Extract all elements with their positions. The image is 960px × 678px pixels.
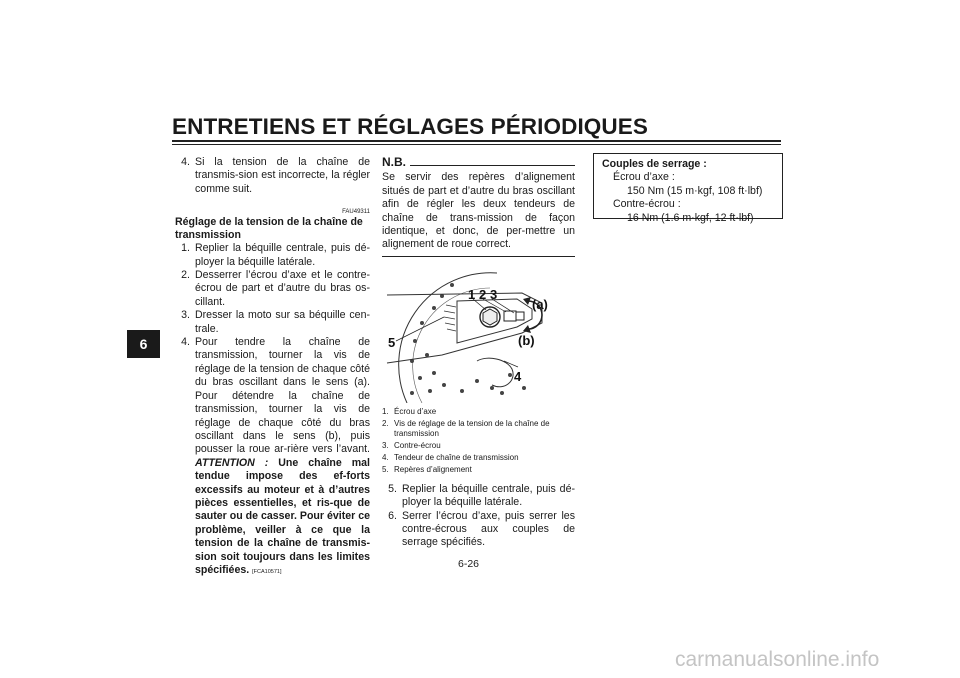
callout-number: 1. xyxy=(382,406,389,416)
callout-number: 2. xyxy=(382,418,389,428)
step-number: 3. xyxy=(181,309,190,322)
page-number: 6-26 xyxy=(458,558,480,570)
nb-label: N.B. xyxy=(382,155,406,169)
callout-text: Vis de réglage de la tension de la chaîne de transmission xyxy=(394,418,550,438)
nb-heading xyxy=(382,156,575,169)
torque-specs-box xyxy=(593,153,783,224)
callout-item xyxy=(382,465,575,475)
step-text-block xyxy=(195,336,370,579)
page-title: ENTRETIENS ET RÉGLAGES PÉRIODIQUES xyxy=(172,114,648,139)
illustration-svg xyxy=(382,263,575,403)
step-number: 6. xyxy=(388,509,397,522)
callout-text: Repères d’alignement xyxy=(394,464,472,474)
locknut-value: 16 Nm (1.6 m·kgf, 12 ft·lbf) xyxy=(627,211,754,224)
step-number: 2. xyxy=(181,269,190,282)
step-text: Dresser la moto sur sa béquille cen-trale. xyxy=(195,309,370,335)
step-number: 5. xyxy=(388,482,397,495)
label-a: (a) xyxy=(532,296,548,312)
locknut-label: Contre-écrou : xyxy=(613,198,681,211)
callout-number: 4. xyxy=(382,452,389,462)
axle-nut-value: 150 Nm (15 m·kgf, 108 ft·lbf) xyxy=(627,184,763,197)
swingarm-outline xyxy=(387,293,542,363)
step-3 xyxy=(175,309,370,336)
title-rule-thin xyxy=(172,144,781,145)
callout-item xyxy=(382,407,575,417)
left-column xyxy=(175,156,370,579)
label-4: 4 xyxy=(514,368,522,384)
callout-text: Écrou d’axe xyxy=(394,406,437,416)
locknut-shape xyxy=(504,311,516,321)
step-text: Replier la béquille centrale, puis dé-ployer la béquille latérale. xyxy=(402,482,575,509)
section-heading: Réglage de la tension de la chaîne de transmission xyxy=(175,216,363,242)
watermark: carmanualsonline.info xyxy=(675,648,880,671)
chain-adjuster-illustration xyxy=(382,263,575,403)
chapter-tab: 6 xyxy=(127,330,160,358)
nb-bottom-rule xyxy=(382,256,575,257)
callout-item xyxy=(382,441,575,451)
step-text: Desserrer l’écrou d’axe et le contre-écrou de part et d’autre du bras os-cillant. xyxy=(195,269,370,308)
title-rule-thick xyxy=(172,140,781,142)
callout-list xyxy=(382,407,575,475)
adjust-bolt-shape xyxy=(516,312,524,320)
step-number: 1. xyxy=(181,242,190,255)
step-4-check xyxy=(175,156,370,196)
step-number: 4. xyxy=(181,156,190,168)
alignment-marks xyxy=(444,305,456,331)
step-number: 4. xyxy=(181,336,190,349)
attention-code: [FCA10571] xyxy=(252,568,282,575)
callout-item xyxy=(382,419,575,439)
right-column xyxy=(593,153,783,224)
callout-number: 3. xyxy=(382,440,389,450)
reference-code: FAU49311 xyxy=(342,209,370,216)
step-4 xyxy=(175,336,370,579)
attention-label: ATTENTION : xyxy=(195,456,269,469)
callout-text: Tendeur de chaîne de transmission xyxy=(394,452,519,462)
step-text: Serrer l’écrou d’axe, puis serrer les contre-écrous aux couples de serrage spécifiés. xyxy=(402,509,575,549)
step-text: Pour tendre la chaîne de transmission, tourner la vis de réglage de la tension de chaque côté du bras oscillant dans le sens (a). Pour détendre la chaîne de transmission, tourner la vis de réglage de chaque côté du bras oscillant dans le sens (b), puis pousser la roue ar-rière vers l’avant. xyxy=(195,336,370,456)
label-b: (b) xyxy=(518,332,535,348)
torque-title: Couples de serrage : xyxy=(602,158,707,170)
step-1 xyxy=(175,242,370,269)
label-3: 3 xyxy=(490,286,498,302)
nb-rule xyxy=(410,165,575,166)
axle-nut-hex xyxy=(483,309,497,325)
attention-text: Une chaîne mal tendue impose des ef-forts excessifs au moteur et à d’autres pièces essentielles, et ris-que de sauter ou de casser. Pour éviter ce problème, veiller à ce que la tension de la chaîne de transmis-sion soit toujours dans les limites spécifiées. xyxy=(195,456,370,576)
middle-column xyxy=(382,156,575,550)
step-5 xyxy=(382,483,575,510)
step-2 xyxy=(175,269,370,309)
label-5: 5 xyxy=(388,334,396,350)
label-1: 1 xyxy=(468,286,476,302)
label-2: 2 xyxy=(479,286,487,302)
step-6 xyxy=(382,510,575,550)
step-text: Si la tension de la chaîne de transmis-sion est incorrecte, la régler comme suit. xyxy=(195,156,370,195)
callout-number: 5. xyxy=(382,464,389,474)
callout-item xyxy=(382,453,575,463)
callout-text: Contre-écrou xyxy=(394,440,441,450)
final-steps xyxy=(382,483,575,550)
axle-nut-label: Écrou d’axe : xyxy=(613,171,675,184)
step-text: Replier la béquille centrale, puis dé-ployer la béquille latérale. xyxy=(195,242,370,268)
nb-text: Se servir des repères d’alignement situés de part et d’autre du bras oscillant afin de régler les deux tendeurs de chaîne de trans-mission de façon identique, et donc, de per-mettre un alignement de roue correct. xyxy=(382,171,575,251)
